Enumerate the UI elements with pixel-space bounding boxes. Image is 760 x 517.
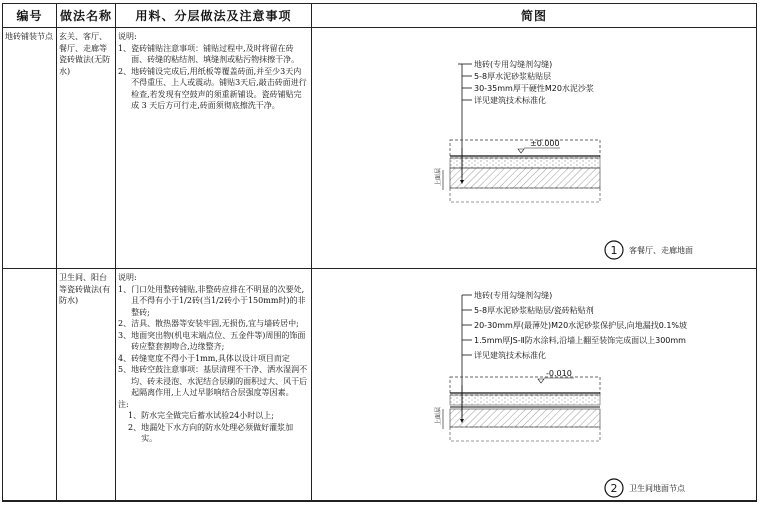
wall-outline [450, 377, 600, 395]
header-name: 做法名称 [57, 4, 116, 28]
note-text: 地漏处下水方向的防水处理必须做好灌浆加实。 [141, 422, 294, 443]
note-text: 洁具、散热器等安装牢固,无损伤,宜与墙砖居中; [131, 319, 299, 328]
side-label: 上面层 [435, 167, 442, 186]
note-item [118, 422, 309, 445]
row-id [3, 269, 56, 275]
side-label: 上面层 [435, 406, 442, 425]
note-text: 瓷砖铺贴注意事项：铺贴过程中,及时将留在砖面、砖缝的粘结剂、填缝剂或粘污物抹擦干净。 [131, 43, 300, 64]
row-name: 玄关、客厅、餐厅、走廊等瓷砖做法(无防水) [59, 32, 111, 76]
layer-label: 地砖(专用勾缝剂勾缝) [474, 291, 553, 300]
note-item [118, 364, 309, 399]
row-id: 地砖铺装节点 [5, 32, 53, 41]
row-notes-cell [116, 269, 312, 502]
level-triangle-icon [518, 149, 524, 153]
note-num: 3、 [118, 330, 132, 340]
row-id-cell [3, 28, 57, 269]
level-mark: ±0.000 [530, 139, 560, 148]
row-id-cell [3, 269, 57, 502]
mortar-layer [450, 395, 600, 405]
header-material: 用料、分层做法及注意事项 [116, 4, 312, 28]
row-notes [116, 269, 311, 448]
header-id: 编号 [3, 4, 57, 28]
detail-number: 1 [610, 244, 618, 257]
note-item [118, 410, 309, 422]
layer-label: 详见建筑技术标准化 [474, 351, 546, 360]
header-row [3, 4, 757, 28]
note-text: 地面突出物(机电末端点位、五金件等)周围的饰面砖应整套割吻合,边缘整齐; [131, 330, 306, 351]
note-num: 2、 [118, 66, 132, 76]
layer-label: 20-30mm厚(最薄处)M20水泥砂浆保护层,向地漏找0.1%坡 [474, 321, 688, 330]
layer-label: 详见建筑技术标准化 [474, 96, 546, 105]
floor-section-diagram-2 [312, 269, 757, 501]
note-text: 砖缝宽度不得小于1mm,具体以设计项目而定 [131, 353, 290, 363]
row-name-cell [57, 28, 116, 269]
note-item [118, 66, 309, 112]
base-layer [450, 188, 600, 202]
note-item [118, 318, 309, 330]
note-text: 地砖空鼓注意事项：基层清理不干净、洒水湿润不均、砖未浸泡、水泥结合层刷的面积过大、风干后起隔离作用,上人过早影响结合层强度等因素。 [131, 365, 308, 397]
base-layer [450, 427, 600, 441]
note-num: 2、 [118, 319, 132, 328]
row-notes-cell [116, 28, 312, 269]
level-mark: -0.010 [546, 369, 572, 378]
header-diagram: 简图 [312, 4, 757, 28]
slab-layer [450, 168, 600, 188]
table-row [3, 28, 757, 269]
spec-sheet [2, 3, 756, 516]
note-text: 门口处用整砖铺贴,非整砖应排在不明显的次要处,且不得有小于1/2砖(当1/2砖小于150mm时)的非整砖; [131, 284, 306, 317]
table-bottom-strip [2, 500, 756, 517]
layer-label: 地砖(专用勾缝剂勾缝) [474, 60, 553, 69]
note-item [118, 284, 309, 319]
layer-label: 30-35mm厚干硬性M20水泥沙浆 [474, 84, 594, 93]
detail-caption: 客餐厅、走廊地面 [629, 246, 693, 255]
detail-number: 2 [610, 482, 618, 495]
note-text: 防水完全做完后蓄水试验24小时以上; [141, 411, 274, 420]
note-num: 4、 [118, 353, 132, 363]
layer-label: 1.5mm厚JS-Ⅱ防水涂料,沿墙上翻至装饰完成面以上300mm [474, 336, 686, 345]
table-row [3, 269, 757, 502]
extra-title: 注: [118, 399, 129, 409]
row-name-cell [57, 269, 116, 502]
row-notes [116, 28, 311, 115]
notes-title: 说明: [118, 32, 137, 41]
wall-outline [450, 140, 600, 158]
spec-table [2, 3, 757, 502]
detail-caption: 卫生间地面节点 [629, 484, 685, 493]
row-name: 卫生间、阳台等瓷砖做法(有防水) [59, 273, 111, 305]
level-triangle-icon [538, 379, 544, 383]
note-num: 1、 [128, 411, 142, 420]
floor-section-diagram-1 [312, 28, 757, 268]
note-item [118, 43, 309, 66]
note-num: 5、 [118, 365, 132, 374]
note-text: 地砖铺设完成后,用纸板等覆盖砖面,并至少3天内不得重压、上人或震动。铺贴3天后,敲击砖面进行检查,若发现有空鼓声的须重新铺设。瓷砖铺贴完成 3 天后方可行走,砖面须彻底擦洗干净。 [131, 66, 307, 110]
layer-label: 5-8厚水泥砂浆粘贴层 [474, 72, 552, 81]
layer-label: 5-8厚水泥砂浆粘贴层/瓷砖粘贴剂 [474, 306, 594, 315]
diagram-cell-2 [312, 269, 757, 502]
note-num: 1、 [118, 43, 132, 53]
note-num: 2、 [128, 422, 142, 432]
slab-layer [450, 409, 600, 427]
notes-title: 说明: [118, 273, 137, 282]
diagram-cell-1 [312, 28, 757, 269]
note-item [118, 353, 309, 365]
mortar-layer [450, 158, 600, 168]
note-item [118, 330, 309, 353]
note-num: 1、 [118, 284, 132, 294]
